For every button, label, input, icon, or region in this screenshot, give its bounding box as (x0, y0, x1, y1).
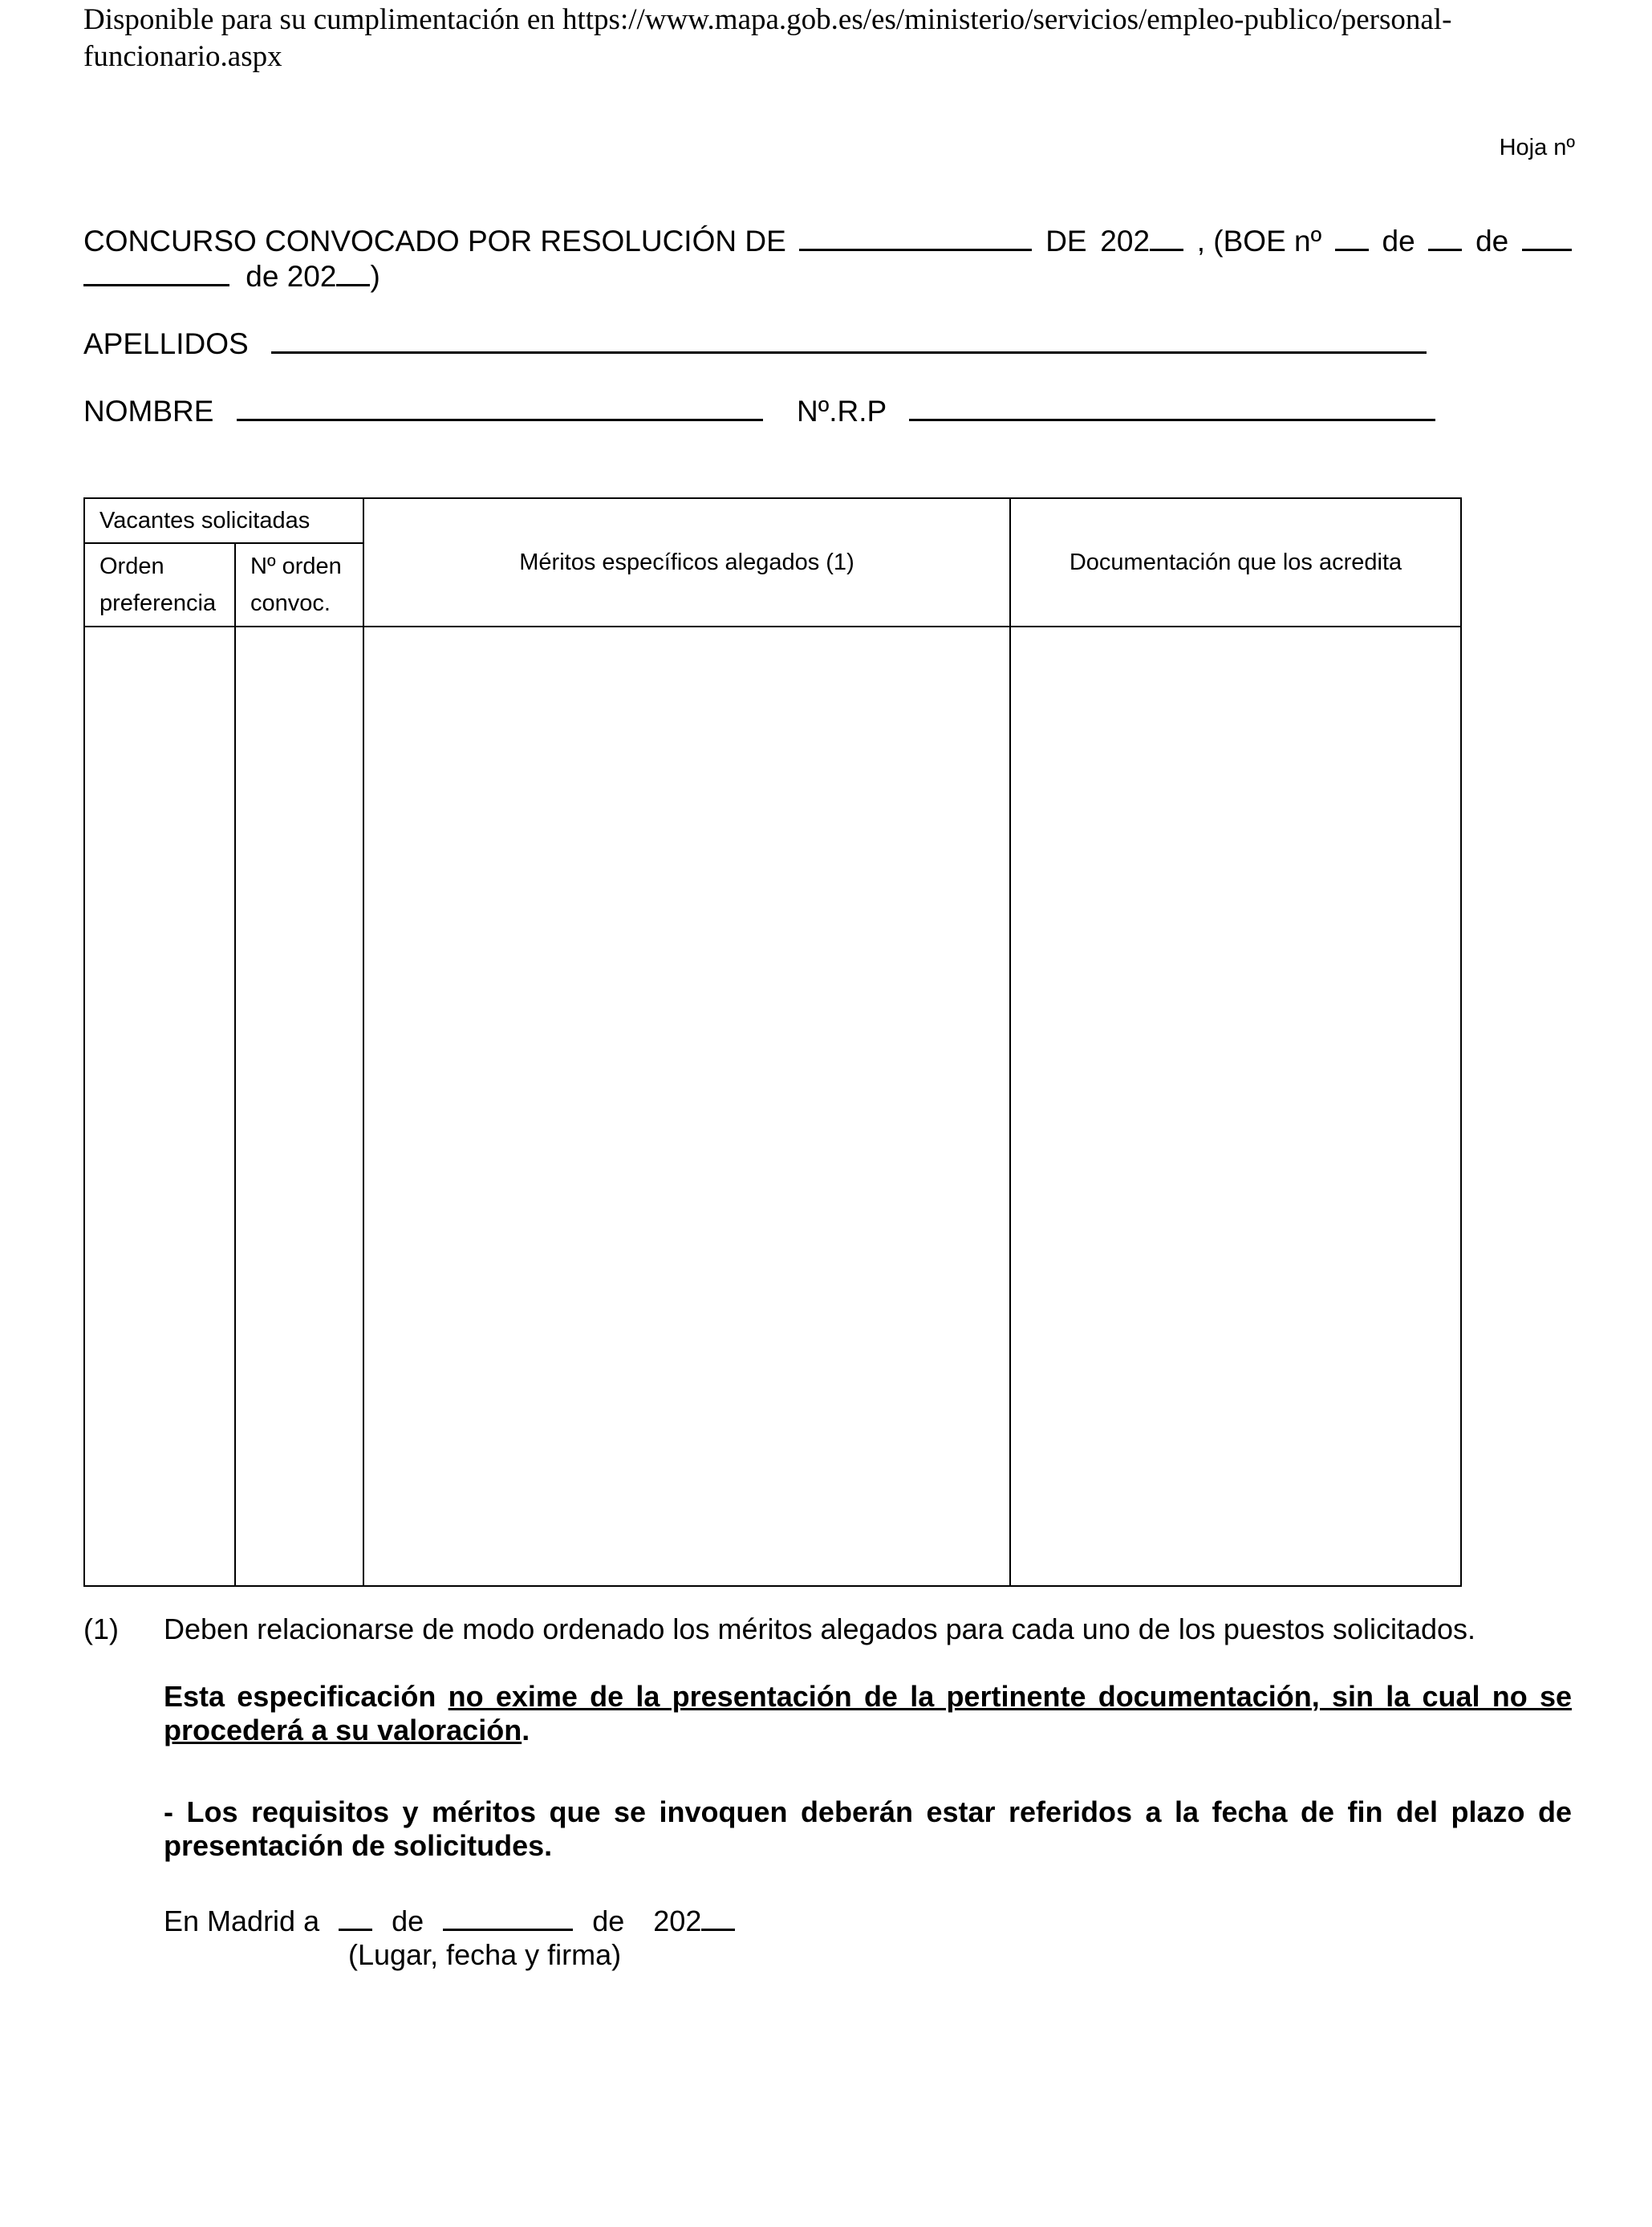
norden-line1: Nº orden (250, 554, 342, 579)
documentacion-header: Documentación que los acredita (1010, 498, 1461, 627)
spec-end: . (522, 1714, 530, 1746)
norden-header (235, 543, 363, 627)
signature-de1: de (392, 1905, 424, 1937)
orden-input-cell[interactable] (84, 627, 235, 1586)
de-word-1: de (1382, 225, 1415, 258)
year-prefix: 202 (1100, 225, 1151, 258)
orden-line1: Orden (99, 554, 164, 579)
orden-header (84, 543, 235, 627)
year-suffix-field[interactable] (1150, 249, 1183, 251)
apellidos-row (83, 327, 1427, 361)
boe-number-field[interactable] (1335, 249, 1369, 251)
resolution-date-field[interactable] (799, 249, 1032, 251)
merits-table (83, 497, 1462, 1587)
requisitos-note (164, 1795, 1572, 1863)
signature-year: 202 (653, 1905, 702, 1937)
spec-prefix: Esta especificación (164, 1680, 449, 1713)
apellidos-field[interactable] (271, 351, 1427, 354)
vacantes-header: Vacantes solicitadas (84, 498, 363, 543)
boe-day-field[interactable] (1428, 249, 1462, 251)
note-line1: Deben relacionarse de modo ordenado los méritos alegados para cada uno de los puestos solicitados. (164, 1612, 1476, 1645)
requisitos-line2: presentación de solicitudes. (164, 1829, 553, 1862)
signature-de2: de (592, 1905, 625, 1937)
closing-year-label: de 202 (246, 260, 337, 293)
spec-underlined-1: no exime de la presentación de la pertinente documentación, sin la cual no se (448, 1680, 1572, 1713)
boe-month-field[interactable] (83, 284, 229, 286)
note-number: (1) (83, 1612, 119, 1645)
closing-year-field[interactable] (336, 284, 370, 286)
nombre-label: NOMBRE (83, 395, 214, 428)
norden-line2: convoc. (250, 590, 331, 616)
closing-paren: ) (370, 260, 380, 293)
signature-line (164, 1905, 1572, 1938)
meritos-input-cell[interactable] (363, 627, 1010, 1586)
boe-label: , (BOE nº (1196, 225, 1322, 258)
signature-place: En Madrid a (164, 1905, 320, 1937)
documentacion-input-cell[interactable] (1010, 627, 1461, 1586)
concurso-line-continued (83, 260, 380, 294)
orden-line2: preferencia (99, 590, 217, 616)
meritos-header: Méritos específicos alegados (1) (363, 498, 1010, 627)
concurso-label: CONCURSO CONVOCADO POR RESOLUCIÓN DE (83, 225, 786, 258)
concurso-line (83, 225, 1572, 258)
signature-day-field[interactable] (339, 1929, 372, 1931)
sheet-number-label: Hoja nº (1499, 135, 1575, 160)
requisitos-line1: - Los requisitos y méritos que se invoquen deberán estar referidos a la fecha de fin del plazo de (164, 1795, 1572, 1828)
signature-month-field[interactable] (443, 1929, 573, 1931)
norden-input-cell[interactable] (235, 627, 363, 1586)
signature-caption: (Lugar, fecha y firma) (348, 1938, 622, 1971)
signature-year-field[interactable] (701, 1929, 735, 1931)
de-word-2: de (1475, 225, 1509, 258)
apellidos-label: APELLIDOS (83, 327, 249, 360)
specification-note (164, 1680, 1572, 1747)
nrp-label: Nº.R.P (796, 395, 887, 428)
nombre-field[interactable] (237, 419, 763, 421)
availability-note: Disponible para su cumplimentación en https://www.mapa.gob.es/es/ministerio/servicios/empleo-publico/personal-funcionario.aspx (83, 3, 1452, 73)
boe-month-field-start[interactable] (1522, 249, 1572, 251)
de-label: DE (1045, 225, 1087, 258)
nrp-field[interactable] (909, 419, 1435, 421)
nombre-row (83, 395, 1435, 428)
spec-underlined-2: procederá a su valoración (164, 1714, 522, 1746)
